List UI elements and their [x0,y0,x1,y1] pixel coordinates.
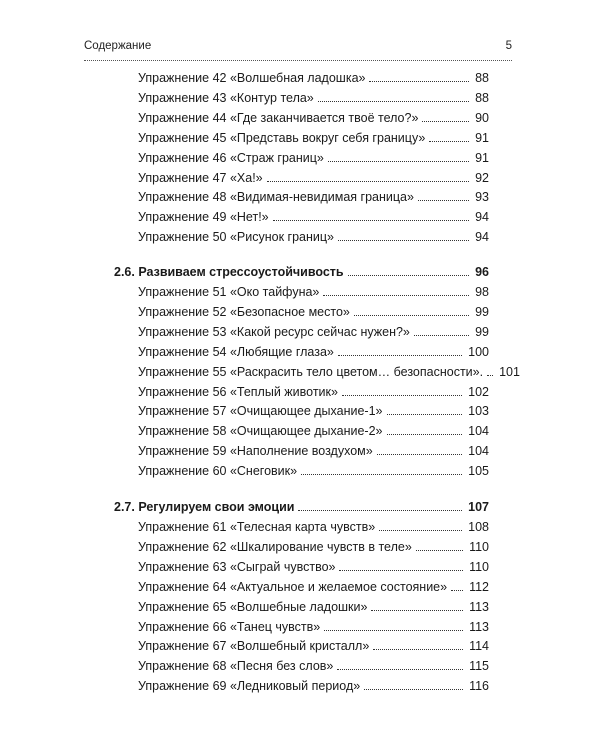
toc-entry-page: 98 [475,285,489,299]
toc-entry[interactable] [0,654,600,674]
header-divider [84,60,512,61]
toc-entry-title: Упражнение 47 «Ха!» [138,170,263,185]
toc-entry-title: Упражнение 46 «Страж границ» [138,150,324,165]
toc-entry-page: 94 [475,230,489,245]
dot-leader [301,474,462,475]
dot-leader [338,355,462,356]
dot-leader [487,375,493,376]
toc-entry-page: 116 [469,679,489,694]
toc-entry-page: 103 [468,404,489,419]
toc-entry[interactable] [0,340,600,360]
toc-section-heading[interactable] [0,260,600,280]
dot-leader [371,610,463,611]
toc-entry-title: Упражнение 52 «Безопасное место» [138,304,350,319]
toc-entry-title: Упражнение 44 «Где заканчивается твоё тело?» [138,110,419,125]
toc-entry[interactable] [0,320,600,340]
dot-leader [348,275,470,276]
toc-entry[interactable] [0,166,600,186]
toc-entry[interactable] [0,380,600,400]
dot-leader [414,335,469,336]
toc-entry[interactable] [0,674,600,694]
dot-leader [323,295,469,296]
dot-leader [373,649,463,650]
toc-entry-title: Упражнение 48 «Видимая-невидимая граница» [138,190,414,205]
toc-entry-title: Упражнение 55 «Раскрасить тело цветом… безопасности». [138,364,484,379]
toc-entry-title: Упражнение 62 «Шкалирование чувств в теле» [138,539,412,554]
toc-entry[interactable] [0,595,600,615]
toc-entry[interactable] [0,185,600,205]
toc-entry-title: Упражнение 60 «Снеговик» [138,464,298,479]
toc-entry-page: 108 [468,520,489,534]
dot-leader [429,141,469,142]
toc-entry[interactable] [0,555,600,575]
toc-entry-page: 101 [499,364,520,379]
page-header [84,40,512,52]
toc-entry-title: Упражнение 43 «Контур тела» [138,90,314,105]
toc-entry-title: Упражнение 51 «Око тайфуна» [138,285,320,299]
toc-entry-page: 94 [475,210,489,225]
dot-leader [338,240,469,241]
toc-entry[interactable] [0,535,600,555]
toc-entry-page: 88 [475,71,489,85]
toc-entry-page: 105 [468,464,489,479]
toc-entry-title: Упражнение 65 «Волшебные ладошки» [138,599,368,614]
toc-entry-page: 110 [469,539,489,554]
toc-entry-title: Упражнение 50 «Рисунок границ» [138,230,334,245]
dot-leader [267,181,469,182]
dot-leader [416,550,463,551]
toc-entry-page: 88 [475,90,489,105]
toc-entry-title: Упражнение 61 «Телесная карта чувств» [138,520,376,534]
toc-entry-page: 90 [475,110,489,125]
toc-entry[interactable] [0,419,600,439]
toc-entry[interactable] [0,205,600,225]
dot-leader [377,454,462,455]
toc-entry[interactable] [0,86,600,106]
header-page-number: 5 [505,40,512,52]
dot-leader [422,121,469,122]
dot-leader [451,590,463,591]
toc-entry[interactable] [0,399,600,419]
toc-entry-title: Упражнение 54 «Любящие глаза» [138,344,334,359]
toc-section-heading[interactable] [0,495,600,515]
toc-entry[interactable] [0,615,600,635]
dot-leader [318,101,469,102]
dot-leader [298,510,462,511]
toc-entry-page: 104 [468,444,489,459]
toc-entry-page: 91 [475,130,489,145]
toc-entry-title: Упражнение 53 «Какой ресурс сейчас нужен?» [138,324,410,339]
toc-entry-page: 113 [469,599,489,614]
toc-entry-page: 115 [469,659,489,674]
toc-entry-title: Упражнение 69 «Ледниковый период» [138,679,361,694]
toc-entry-page: 100 [468,344,489,359]
dot-leader [342,395,462,396]
toc-entry[interactable] [0,126,600,146]
toc-entry-title: Упражнение 67 «Волшебный кристалл» [138,639,370,654]
dot-leader [328,161,469,162]
toc-entry[interactable] [0,66,600,86]
toc-entry-title: Упражнение 68 «Песня без слов» [138,659,334,674]
dot-leader [418,200,469,201]
toc-entry-title: Упражнение 57 «Очищающее дыхание-1» [138,404,383,419]
toc-entry-title: Упражнение 45 «Представь вокруг себя границу» [138,130,426,145]
toc-entry-page: 113 [469,619,489,634]
toc-entry-page: 99 [475,324,489,339]
dot-leader [337,669,463,670]
header-title: Содержание [84,40,152,52]
toc-entry-page: 112 [469,579,489,594]
toc-entry[interactable] [0,515,600,535]
toc-entry[interactable] [0,634,600,654]
toc-section-title: 2.6. Развиваем стрессоустойчивость [114,265,344,279]
dot-leader [364,689,463,690]
toc-entry[interactable] [0,360,600,380]
toc-entry[interactable] [0,106,600,126]
dot-leader [369,81,469,82]
toc-entry-title: Упражнение 66 «Танец чувств» [138,619,321,634]
toc-entry[interactable] [0,300,600,320]
toc-entry-title: Упражнение 56 «Теплый животик» [138,384,338,399]
toc-entry-title: Упражнение 58 «Очищающее дыхание-2» [138,424,383,439]
toc-entry-title: Упражнение 42 «Волшебная ладошка» [138,71,366,85]
toc-entry-page: 93 [475,190,489,205]
dot-leader [379,530,462,531]
toc-entry[interactable] [0,146,600,166]
toc-entry-title: Упражнение 49 «Нет!» [138,210,269,225]
dot-leader [339,570,463,571]
toc-entry[interactable] [0,459,600,479]
toc-section-page: 96 [475,265,489,279]
dot-leader [273,220,469,221]
dot-leader [324,630,463,631]
dot-leader [387,414,463,415]
toc-entry[interactable] [0,575,600,595]
toc-section-page: 107 [468,500,489,514]
toc-entry-title: Упражнение 59 «Наполнение воздухом» [138,444,373,459]
toc-entry-title: Упражнение 64 «Актуальное и желаемое состояние» [138,579,448,594]
toc-entry-page: 99 [475,304,489,319]
toc-entry-page: 104 [468,424,489,439]
dot-leader [387,434,463,435]
toc-entry-page: 92 [475,170,489,185]
toc-entry-page: 110 [469,559,489,574]
toc-entry-page: 91 [475,150,489,165]
toc-entry[interactable] [0,225,600,245]
toc-entry-title: Упражнение 63 «Сыграй чувство» [138,559,336,574]
toc-entry[interactable] [0,439,600,459]
toc-entry[interactable] [0,280,600,300]
toc-entry-page: 114 [469,639,489,654]
toc-entry-page: 102 [468,384,489,399]
toc-section-title: 2.7. Регулируем свои эмоции [114,500,295,514]
dot-leader [354,315,469,316]
